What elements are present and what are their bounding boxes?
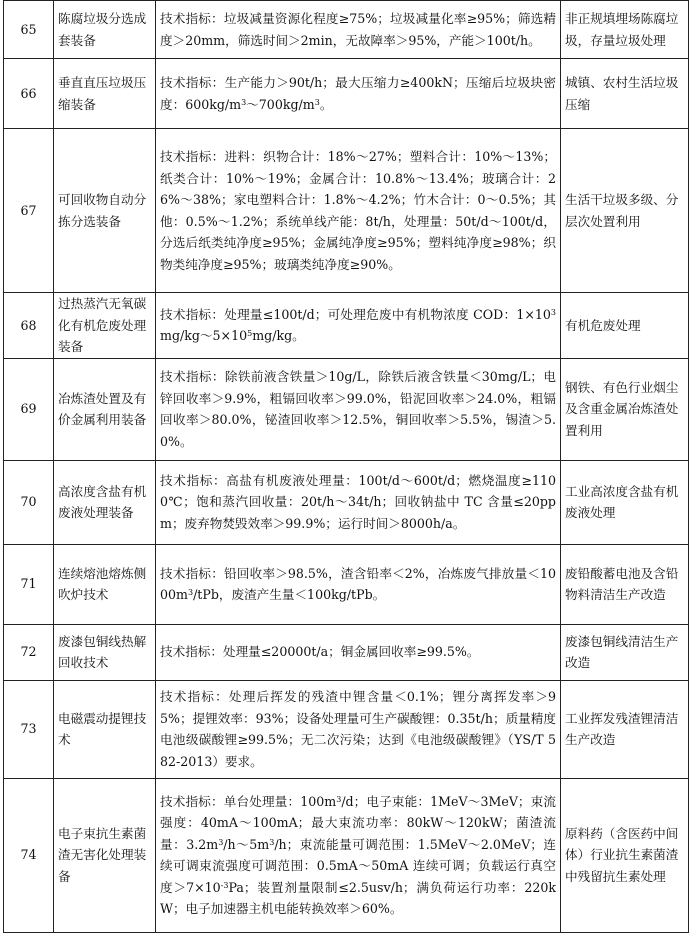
- row-number: 65: [4, 1, 54, 59]
- application-scope: 城镇、农村生活垃圾压缩: [561, 59, 689, 129]
- spec-superscript: 5: [247, 329, 253, 339]
- spec-text: 技术指标：生产能力＞90t/h；最大压缩力≥400kN；压缩后垃圾块密度：600kg/m: [160, 75, 556, 112]
- equipment-name: 高浓度含盐有机废液处理装备: [54, 460, 156, 544]
- spec-text: /d；电子束能：1MeV～3MeV；束流强度：40mA～100mA；最大束流功率：80kW～120kW；菌渣流量：3.2m: [160, 793, 557, 852]
- row-number: 67: [4, 129, 54, 293]
- equipment-name: 冶炼渣处置及有价金属利用装备: [54, 358, 156, 460]
- row-number: 66: [4, 59, 54, 129]
- technical-spec: [156, 129, 561, 293]
- table-row: [4, 624, 689, 680]
- spec-text: 技术指标：高盐有机废液处理量：100t/d～600t/d；燃烧温度≥1100℃；饱和蒸汽回收量：20t/h～34t/h；回收钠盐中 TC 含量≤20ppm；废弃物焚毁效率＞99.9%；运行时间＞8000h/a。: [160, 472, 556, 531]
- table-row: [4, 129, 689, 293]
- spec-text: 技术指标：垃圾减量资源化程度≥75%；垃圾减量化率≥95%；筛选精度＞20mm，筛选时间＞2min，无故障率＞95%，产能＞100t/h。: [160, 11, 556, 48]
- row-number: 74: [4, 778, 54, 932]
- spec-text: ～700kg/m: [246, 96, 315, 112]
- equipment-name: 陈腐垃圾分选成套装备: [54, 1, 156, 59]
- spec-text: mg/kg～5×10: [160, 328, 248, 344]
- technical-spec: [156, 293, 561, 359]
- application-scope: 有机危废处理: [561, 293, 689, 359]
- spec-text: mg/kg。: [252, 328, 305, 344]
- spec-text: 技术指标：单台处理量：100m: [160, 793, 337, 809]
- equipment-name: 电磁震动提锂技术: [54, 680, 156, 778]
- table-body: [4, 1, 689, 933]
- table-row: [4, 358, 689, 460]
- spec-text: 技术指标：铅回收率＞98.5%，渣含铅率＜2%，冶炼废气排放量＜1000m: [160, 565, 556, 602]
- spec-superscript: 3: [336, 794, 342, 804]
- spec-superscript: -3: [220, 880, 229, 890]
- application-scope: 生活干垃圾多级、分层次处置利用: [561, 129, 689, 293]
- equipment-name: 可回收物自动分拣分选装备: [54, 129, 156, 293]
- application-scope: 废漆包铜线清洁生产改造: [561, 624, 689, 680]
- spec-text: 技术指标：处理量≤20000t/a；铜金属回收率≥99.5%。: [160, 644, 480, 660]
- technical-spec: [156, 460, 561, 544]
- technical-spec: [156, 778, 561, 932]
- technical-spec: [156, 1, 561, 59]
- row-number: 73: [4, 680, 54, 778]
- application-scope: 废铅酸蓄电池及含铅物料清洁生产改造: [561, 544, 689, 624]
- spec-superscript: 3: [241, 97, 247, 107]
- spec-text: 。: [319, 96, 333, 112]
- row-number: 70: [4, 460, 54, 544]
- application-scope: 钢铁、有色行业烟尘及含重金属冶炼渣处置利用: [561, 358, 689, 460]
- spec-text: 技术指标：处理量≤100t/d；可处理危废中有机物浓度 COD：1×10: [160, 306, 551, 322]
- row-number: 69: [4, 358, 54, 460]
- spec-text: /h～5m: [223, 836, 270, 852]
- table-row: [4, 1, 689, 59]
- spec-text: 技术指标：处理后挥发的残渣中锂含量＜0.1%；锂分离挥发率＞95%；提锂效率：93%；设备处理量可生产碳酸锂：0.35t/h；质量精度电池级碳酸锂≥99.5%；无二次污染；达到《电池级碳酸锂》（YS/T 582-2013）要求。: [160, 689, 556, 769]
- table-row: [4, 680, 689, 778]
- equipment-name: 连续熔池熔炼侧吹炉技术: [54, 544, 156, 624]
- technical-spec: [156, 624, 561, 680]
- spec-superscript: 3: [314, 97, 320, 107]
- row-number: 68: [4, 293, 54, 359]
- application-scope: 原料药（含医药中间体）行业抗生素菌渣中残留抗生素处理: [561, 778, 689, 932]
- equipment-name: 电子束抗生素菌渣无害化处理装备: [54, 778, 156, 932]
- spec-superscript: 3: [269, 837, 275, 847]
- technical-spec: [156, 544, 561, 624]
- table-row: [4, 778, 689, 932]
- table-row: [4, 544, 689, 624]
- row-number: 71: [4, 544, 54, 624]
- equipment-name: 垂直直压垃圾压缩装备: [54, 59, 156, 129]
- equipment-name: 废漆包铜线热解回收技术: [54, 624, 156, 680]
- row-number: 72: [4, 624, 54, 680]
- equipment-name: 过热蒸汽无氧碳化有机危废处理装备: [54, 293, 156, 359]
- spec-superscript: 3: [550, 307, 556, 317]
- technical-spec: [156, 680, 561, 778]
- table-row: [4, 460, 689, 544]
- application-scope: 工业挥发残渣锂清洁生产改造: [561, 680, 689, 778]
- equipment-catalog-table: [3, 0, 689, 933]
- spec-superscript: 3: [218, 837, 224, 847]
- spec-text: /tPb，废渣产生量＜100kg/tPb。: [193, 587, 386, 602]
- spec-text: Pa；装置剂量限制≤2.5usv/h；满负荷运行功率：220kW；电子加速器主机电能转换效率＞60%。: [160, 879, 556, 916]
- technical-spec: [156, 358, 561, 460]
- spec-text: 技术指标：进料：织物合计：18%～27%；塑料合计：10%～13%；纸类合计：10%～19%；金属合计：10.8%～13.4%；玻璃合计：26%～38%；家电塑料合计：1.8%～4.2%；竹木合计：0～0.5%；其他：0.5%～1.2%；系统单线产能：8t/h，处理量：50t/d～100t/d，分选后纸类纯净度≥95%；金属纯净度≥95%；塑料纯净度≥98%；织物类纯净度≥95%；玻璃类纯净度≥90%。: [160, 149, 556, 272]
- application-scope: 非正规填埋场陈腐垃圾，存量垃圾处理: [561, 1, 689, 59]
- spec-text: 技术指标：除铁前液含铁量＞10g/L，除铁后液含铁量＜30mg/L；电锌回收率＞9.9%，粗镉回收率＞99.0%，铅泥回收率＞24.0%，粗镉回收率＞80.0%，铋渣回收率＞12.5%，铜回收率＞5.5%，锡渣＞5.0%。: [160, 369, 556, 449]
- table-row: [4, 293, 689, 359]
- spec-text: /h；束流能量可调范围：1.5MeV～2.0MeV；连续可调束流强度可调范围：0.5mA～50mA 连续可调；负载运行真空度＞7×10: [160, 836, 556, 895]
- application-scope: 工业高浓度含盐有机废液处理: [561, 460, 689, 544]
- technical-spec: [156, 59, 561, 129]
- table-row: [4, 59, 689, 129]
- spec-superscript: 3: [187, 588, 194, 597]
